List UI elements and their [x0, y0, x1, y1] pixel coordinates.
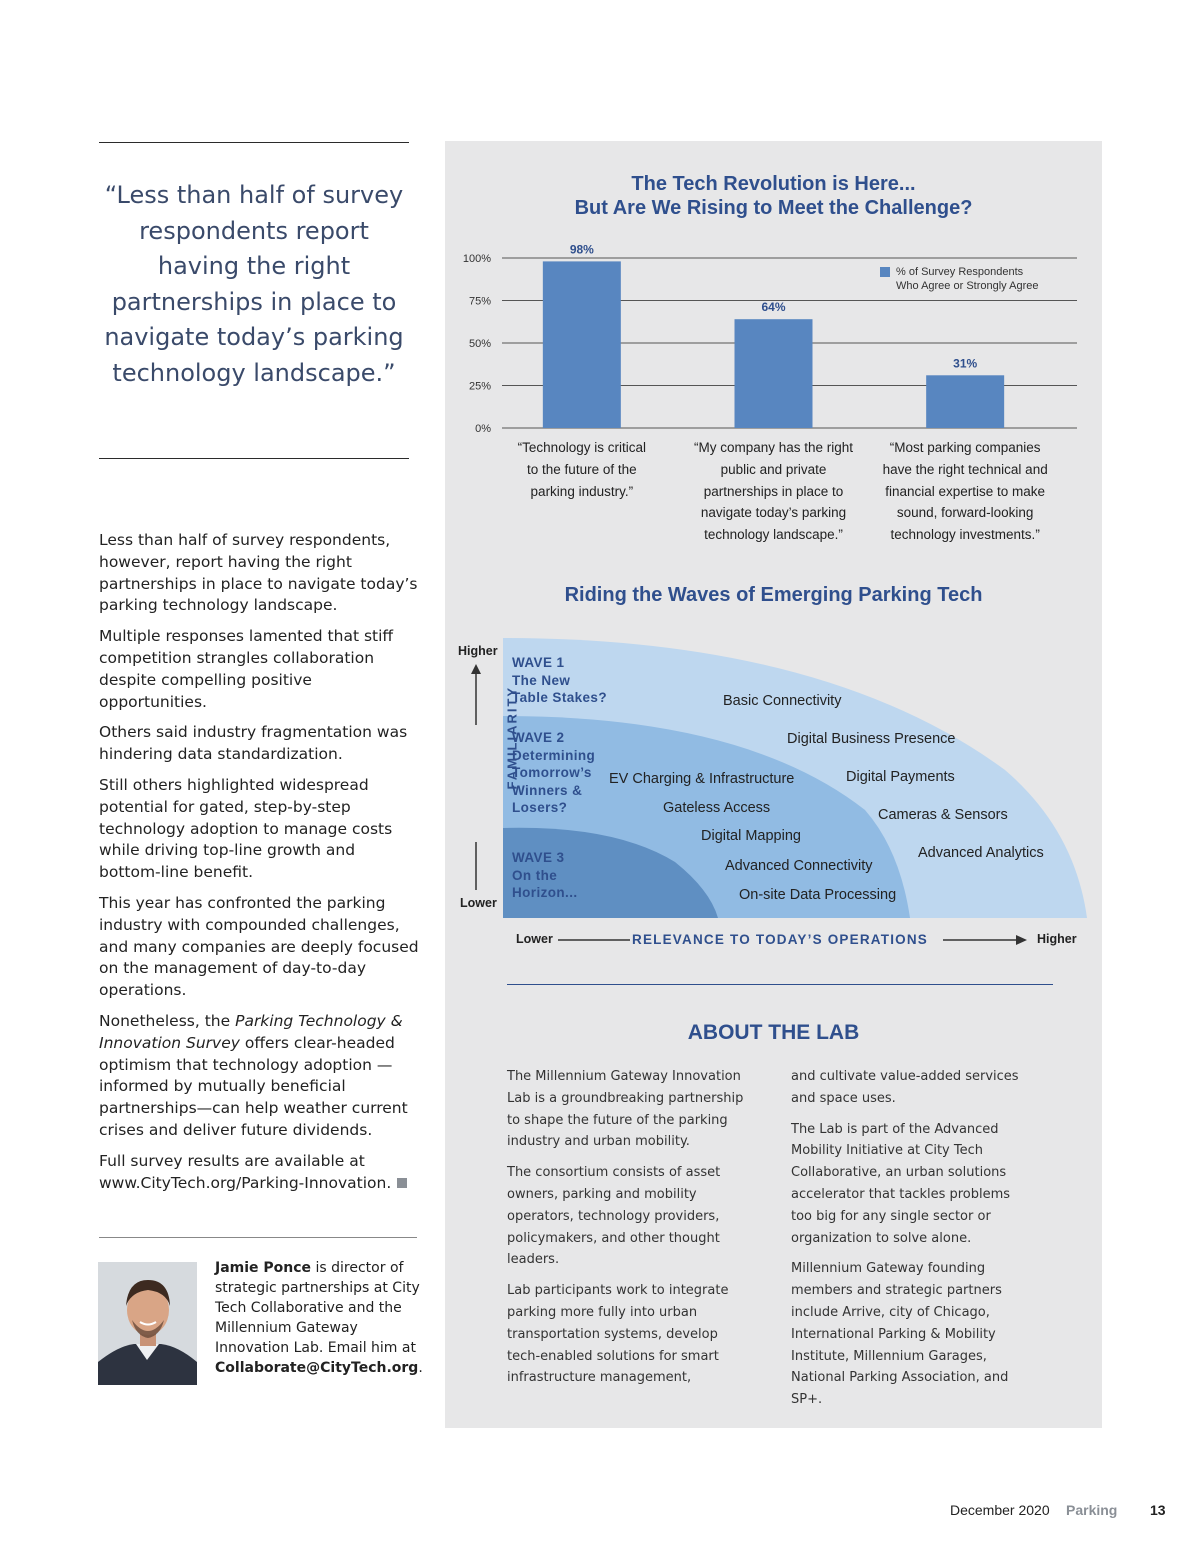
wave-3-line: Horizon... [512, 885, 578, 900]
category-label-line: have the right technical and [882, 461, 1048, 477]
about-right-column [791, 1066, 1031, 1420]
bar [543, 261, 621, 428]
tech-cameras-sensors: Cameras & Sensors [878, 807, 1008, 823]
about-paragraph: and cultivate value-added services and space uses. [791, 1069, 1019, 1106]
wave-2-line: Winners & [512, 782, 583, 798]
body-paragraph: Multiple responses lamented that stiff competition strangles collaboration despite compelling positive opportunities. [99, 627, 394, 711]
bar [735, 319, 813, 428]
bar-data-label: 64% [761, 300, 786, 315]
bio-end: . [418, 1360, 423, 1376]
category-label-line: “My company has the right [693, 440, 854, 455]
page-number: 13 [1150, 1502, 1166, 1518]
about-divider [507, 984, 1053, 985]
body-paragraph: This year has confronted the parking industry with compounded challenges, and many companies are deeply focused on the management of day-to-day operations. [99, 893, 419, 1000]
wave-3-label [512, 849, 578, 902]
category-label [492, 437, 672, 502]
category-label [684, 437, 864, 546]
body-paragraph: Still others highlighted widespread potential for gated, step-by-step technology adoption to manage costs while driving top-line growth and bottom-line benefit. [99, 775, 393, 882]
wave-2-line: Losers? [512, 800, 568, 815]
body-text: Nonetheless, the [99, 1011, 236, 1030]
tech-digital-payments: Digital Payments [846, 769, 955, 785]
body-paragraph [99, 1151, 419, 1195]
x-axis-low-label: Lower [516, 932, 553, 946]
chart-title-line: But Are We Rising to Meet the Challenge? [574, 197, 973, 219]
body-paragraph: Others said industry fragmentation was hindering data standardization. [99, 723, 408, 764]
tech-onsite-processing: On-site Data Processing [739, 887, 897, 903]
author-name: Jamie Ponce [215, 1260, 312, 1276]
wave-2-number: WAVE 2 [512, 730, 565, 745]
y-tick-label: 25% [468, 380, 491, 393]
body-paragraph: Less than half of survey respondents, however, report having the right partnerships in place to navigate today’s parking technology landscape. [99, 531, 418, 615]
about-paragraph: The Millennium Gateway Innovation Lab is a groundbreaking partnership to shape the future of the parking industry and urban mobility. [507, 1069, 744, 1150]
y-axis-label: FAMILIARITY [504, 685, 520, 790]
legend-swatch [880, 267, 890, 277]
y-tick-label: 75% [468, 295, 491, 308]
about-title: ABOUT THE LAB [687, 1021, 860, 1044]
waves-title: Riding the Waves of Emerging Parking Tech [564, 584, 983, 606]
footer-date: December 2020 [950, 1502, 1050, 1518]
about-paragraph: The Lab is part of the Advanced Mobility Initiative at City Tech Collaborative, an urban solutions accelerator that tackles problems too big for any single sector or organization to solve alone. [791, 1121, 1011, 1246]
about-left-column [507, 1066, 747, 1398]
x-arrowhead-icon [1016, 935, 1027, 945]
y-axis-high-label: Higher [458, 644, 498, 658]
category-label-line: navigate today’s parking [700, 505, 847, 521]
y-tick-label: 100% [462, 253, 491, 265]
legend-label: Who Agree or Strongly Agree [896, 279, 1039, 292]
wave-2-line: Determining [512, 747, 596, 763]
article-body [99, 530, 419, 1203]
wave-1-line: Table Stakes? [512, 690, 607, 705]
y-tick-label: 50% [468, 338, 491, 350]
body-paragraph [99, 1011, 419, 1142]
y-tick-label: 0% [475, 423, 491, 435]
category-label-line: sound, forward-looking [896, 505, 1034, 521]
body-text: offers clear-headed optimism that technology adoption —informed by mutually beneficial partnerships—can help weather current crises and deliver future dividends. [99, 1033, 408, 1139]
bar-data-label: 31% [953, 356, 978, 371]
survey-name: Parking Technology & Innovation Survey [99, 1011, 403, 1052]
tech-gateless-access: Gateless Access [663, 800, 771, 816]
x-axis-high-label: Higher [1037, 932, 1077, 946]
author-email-link[interactable]: Collaborate@CityTech.org [215, 1360, 419, 1376]
portrait-icon [98, 1262, 197, 1385]
bar-data-label: 98% [569, 242, 594, 257]
tech-ev-charging: EV Charging & Infrastructure [609, 771, 795, 787]
wave-2-label [512, 729, 595, 817]
about-paragraph: Millennium Gateway founding members and strategic partners include Arrive, city of Chicago, International Parking & Mobility Institute, Millennium Garages, National Parking Association, and SP+. [791, 1261, 1009, 1408]
y-axis-low-label: Lower [460, 896, 497, 910]
author-description: is director of strategic partnerships at City Tech Collaborative and the Millennium Gateway Innovation Lab. Email him at [215, 1260, 420, 1356]
about-paragraph: Lab participants work to integrate parking more fully into urban transportation systems, develop tech-enabled solutions for smart infrastructure management, [507, 1283, 729, 1386]
survey-link-text: Full survey results are available at www.CityTech.org/Parking-Innovation. [99, 1151, 392, 1192]
tech-digital-business-presence: Digital Business Presence [787, 731, 956, 747]
bar [926, 375, 1004, 428]
author-bio [215, 1258, 423, 1378]
pull-quote: “Less than half of survey respondents report having the right partnerships in place to navigate today’s parking technology landscape.” [104, 181, 404, 387]
chart-title [445, 172, 1102, 220]
tech-digital-mapping: Digital Mapping [701, 828, 801, 844]
quote-top-rule [99, 142, 409, 143]
wave-1-number: WAVE 1 [512, 655, 565, 670]
wave-1-label [512, 654, 607, 707]
y-arrowhead-icon [471, 664, 481, 674]
chart-legend [880, 266, 1038, 293]
category-label-line: “Technology is critical [517, 440, 646, 455]
author-photo [98, 1262, 197, 1385]
category-label-line: public and private [720, 461, 827, 477]
legend-label: % of Survey Respondents [896, 266, 1024, 278]
category-label-line: “Most parking companies [889, 440, 1041, 455]
quote-bottom-rule [99, 458, 409, 459]
bio-rule [99, 1237, 417, 1238]
category-label-line: financial expertise to make [885, 483, 1046, 499]
category-label-line: to the future of the [527, 461, 637, 477]
wave-3-line: On the [512, 867, 558, 883]
wave-1-line: The New [512, 672, 571, 688]
category-label-line: parking industry.” [530, 483, 634, 499]
end-mark-icon [397, 1178, 407, 1188]
about-paragraph: The consortium consists of asset owners, parking and mobility operators, technology providers, policymakers, and other thought leaders. [507, 1165, 721, 1268]
footer-magazine: Parking [1066, 1502, 1118, 1518]
x-axis-label: RELEVANCE TO TODAY’S OPERATIONS [632, 932, 928, 947]
category-label-line: partnerships in place to [703, 483, 844, 499]
wave-2-line: Tomorrow’s [512, 765, 592, 780]
tech-basic-connectivity: Basic Connectivity [723, 693, 842, 709]
wave-3-number: WAVE 3 [512, 850, 565, 865]
chart-title-line: The Tech Revolution is Here... [631, 173, 916, 195]
category-label-line: technology landscape.” [704, 527, 843, 543]
tech-advanced-analytics: Advanced Analytics [918, 845, 1044, 861]
tech-advanced-connectivity: Advanced Connectivity [725, 858, 873, 874]
category-label [875, 437, 1055, 546]
category-label-line: technology investments.” [890, 527, 1040, 543]
